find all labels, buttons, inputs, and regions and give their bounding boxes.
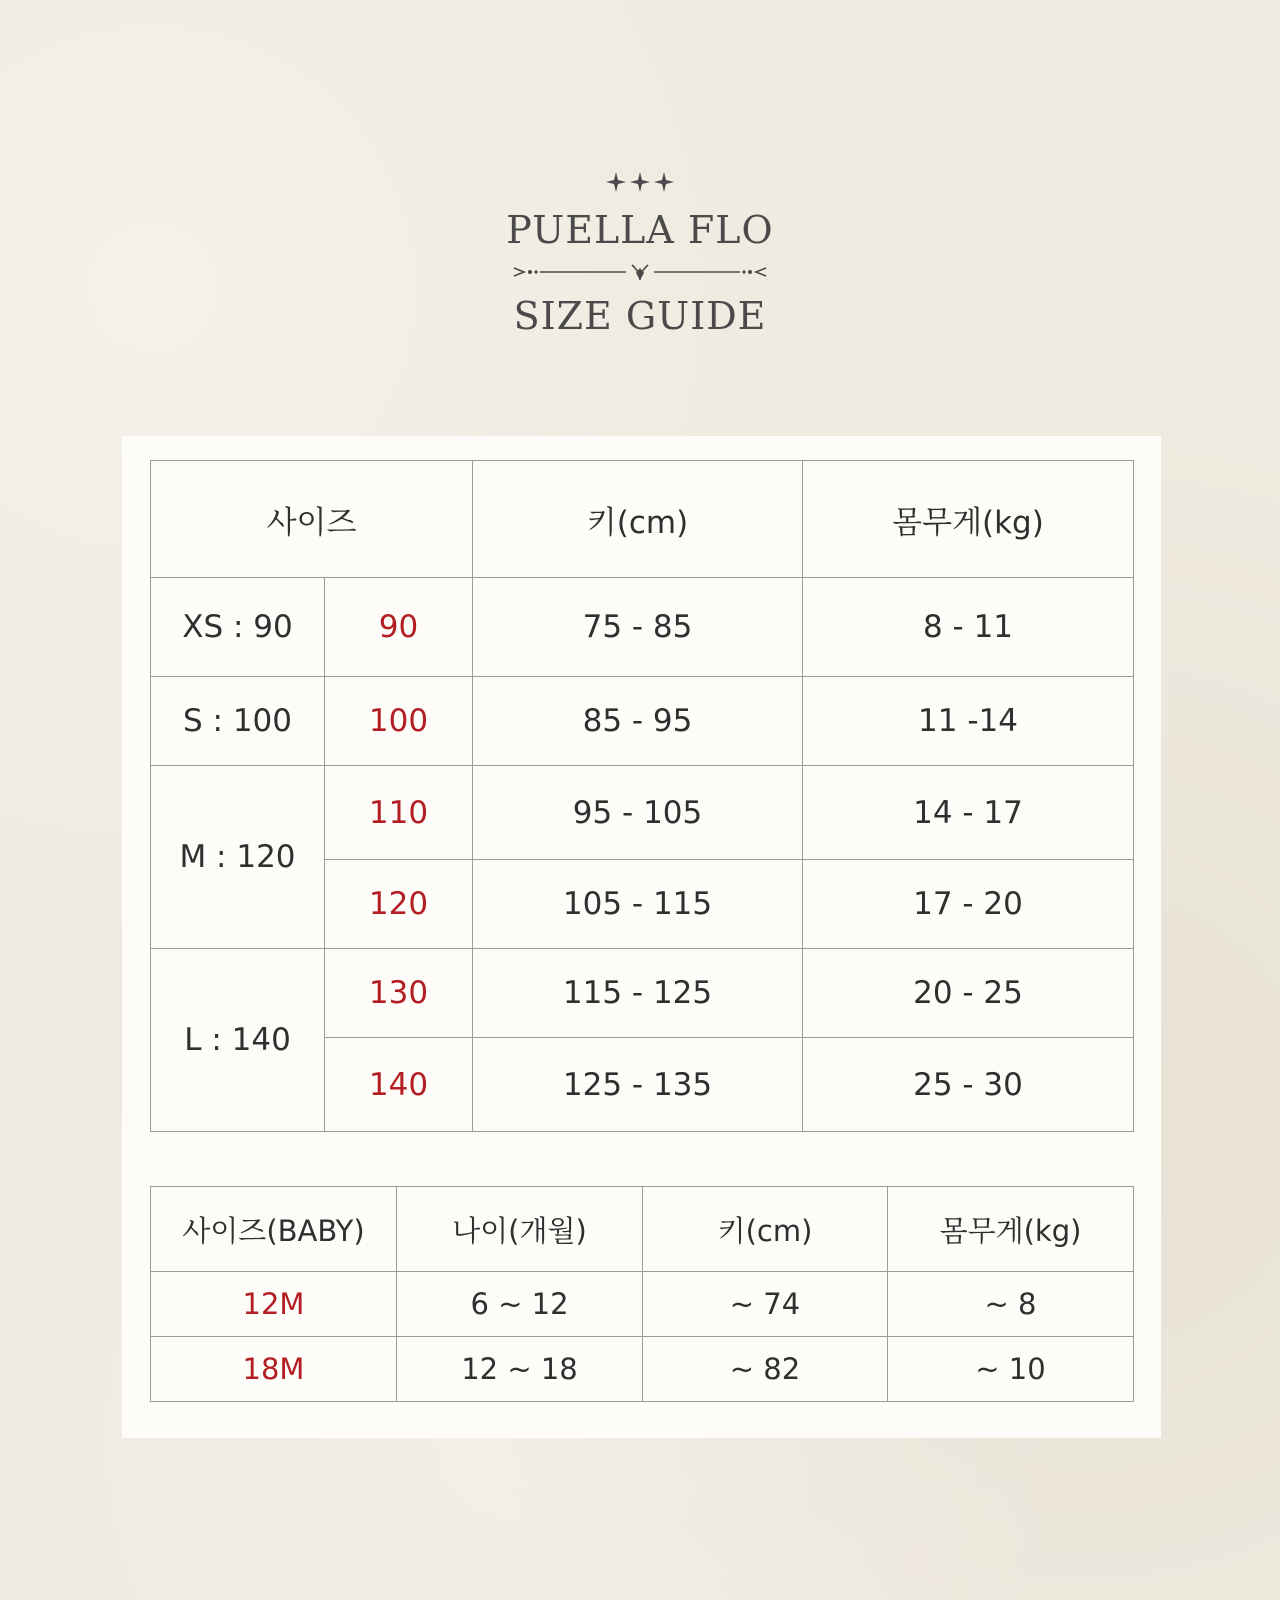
weight-range: ~ 10 xyxy=(888,1337,1134,1402)
ornament-icon xyxy=(604,170,676,194)
size-group-label: M : 120 xyxy=(151,766,325,949)
header-baby-size: 사이즈(BABY) xyxy=(151,1187,397,1272)
table-row xyxy=(151,1272,1134,1337)
size-value: 100 xyxy=(325,677,473,766)
size-group-label: L : 140 xyxy=(151,949,325,1132)
size-value: 110 xyxy=(325,766,473,860)
header-height: 키(cm) xyxy=(643,1187,888,1272)
weight-range: 20 - 25 xyxy=(803,949,1134,1038)
header-size: 사이즈 xyxy=(151,461,473,578)
weight-range: 14 - 17 xyxy=(803,766,1134,860)
header-age: 나이(개월) xyxy=(397,1187,643,1272)
table-row xyxy=(151,766,1134,860)
weight-range: 25 - 30 xyxy=(803,1038,1134,1132)
size-group-label: S : 100 xyxy=(151,677,325,766)
height-range: ~ 74 xyxy=(643,1272,888,1337)
height-range: 85 - 95 xyxy=(473,677,803,766)
baby-size-value: 18M xyxy=(151,1337,397,1402)
size-group-label: XS : 90 xyxy=(151,578,325,677)
brand-title: PUELLA FLO xyxy=(506,208,774,252)
height-range: 125 - 135 xyxy=(473,1038,803,1132)
table-header-row xyxy=(151,1187,1134,1272)
size-value: 90 xyxy=(325,578,473,677)
table-header-row xyxy=(151,461,1134,578)
size-value: 130 xyxy=(325,949,473,1038)
height-range: 75 - 85 xyxy=(473,578,803,677)
height-range: 105 - 115 xyxy=(473,860,803,949)
baby-size-table xyxy=(150,1186,1134,1402)
header-weight: 몸무게(kg) xyxy=(888,1187,1134,1272)
divider-ornament-icon xyxy=(510,260,770,284)
height-range: ~ 82 xyxy=(643,1337,888,1402)
header-height: 키(cm) xyxy=(473,461,803,578)
size-value: 140 xyxy=(325,1038,473,1132)
table-row xyxy=(151,1337,1134,1402)
baby-size-value: 12M xyxy=(151,1272,397,1337)
size-guide-title: SIZE GUIDE xyxy=(513,294,767,338)
height-range: 95 - 105 xyxy=(473,766,803,860)
table-row xyxy=(151,578,1134,677)
size-table xyxy=(150,460,1134,1132)
weight-range: ~ 8 xyxy=(888,1272,1134,1337)
weight-range: 11 -14 xyxy=(803,677,1134,766)
table-row xyxy=(151,677,1134,766)
size-guide-panel xyxy=(122,436,1161,1438)
header xyxy=(0,170,1280,338)
age-range: 6 ~ 12 xyxy=(397,1272,643,1337)
weight-range: 8 - 11 xyxy=(803,578,1134,677)
weight-range: 17 - 20 xyxy=(803,860,1134,949)
size-value: 120 xyxy=(325,860,473,949)
age-range: 12 ~ 18 xyxy=(397,1337,643,1402)
height-range: 115 - 125 xyxy=(473,949,803,1038)
header-weight: 몸무게(kg) xyxy=(803,461,1134,578)
table-row xyxy=(151,949,1134,1038)
